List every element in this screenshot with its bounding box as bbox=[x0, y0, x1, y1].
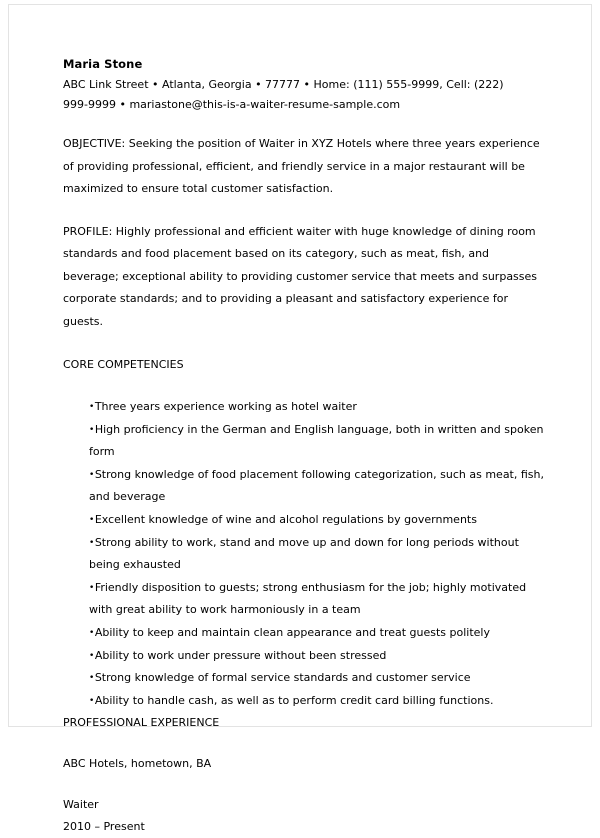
competency-item-label: Ability to handle cash, as well as to perform credit card billing functions. bbox=[94, 693, 494, 707]
bullet-icon: • bbox=[89, 402, 95, 412]
competency-item bbox=[89, 419, 551, 464]
spacer-objective bbox=[63, 114, 551, 133]
competency-item-label: Ability to work under pressure without been stressed bbox=[94, 648, 387, 662]
bullet-icon: • bbox=[89, 627, 95, 638]
core-competencies-heading: CORE COMPETENCIES bbox=[63, 358, 184, 371]
spacer-role bbox=[63, 775, 551, 794]
job-title: Waiter bbox=[63, 798, 99, 812]
competency-item bbox=[89, 577, 551, 622]
competency-item bbox=[89, 509, 551, 532]
employer-name: ABC Hotels, hometown, BA bbox=[63, 757, 212, 771]
spacer-core bbox=[63, 333, 551, 354]
competency-item bbox=[89, 532, 551, 577]
spacer-profile bbox=[63, 201, 551, 221]
competency-item bbox=[89, 622, 551, 645]
competency-item bbox=[89, 464, 551, 509]
bullet-icon: • bbox=[89, 514, 95, 525]
competency-item-label: Three years experience working as hotel waiter bbox=[94, 400, 357, 413]
bullet-icon: • bbox=[89, 537, 95, 548]
objective-section: OBJECTIVE: Seeking the position of Waiter in XYZ Hotels where three years experience of providing professional, efficient, and friendly service in a major restaurant will be maximized to ensure total customer satisfaction. bbox=[63, 137, 540, 195]
bullet-icon: • bbox=[89, 650, 95, 661]
bullet-icon: • bbox=[89, 424, 95, 435]
professional-experience-heading: PROFESSIONAL EXPERIENCE bbox=[63, 716, 220, 730]
competency-item-label: Ability to keep and maintain clean appearance and treat guests politely bbox=[94, 625, 491, 639]
applicant-name: Maria Stone bbox=[63, 57, 143, 71]
competency-item-label: Excellent knowledge of wine and alcohol regulations by governments bbox=[94, 512, 477, 526]
competency-item-label: Strong ability to work, stand and move up and down for long periods without being exhausted bbox=[89, 535, 519, 572]
employment-dates: 2010 – Present bbox=[63, 820, 145, 834]
competency-item bbox=[89, 667, 551, 690]
competency-item bbox=[89, 690, 551, 713]
competency-item-label: Friendly disposition to guests; strong enthusiasm for the job; highly motivated with great ability to work harmoniously in a team bbox=[89, 580, 527, 617]
core-competencies-list bbox=[63, 396, 551, 712]
competency-item-label: Strong knowledge of food placement following categorization, such as meat, fish, and beverage bbox=[89, 467, 544, 504]
contact-line: ABC Link Street • Atlanta, Georgia • 77777 • Home: (111) 555-9999, Cell: (222) 999-9999 • mariastone@this-is-a-waiter-resume-sample.com bbox=[63, 78, 504, 111]
spacer-employer bbox=[63, 734, 551, 753]
competency-item-label: Strong knowledge of formal service standards and customer service bbox=[94, 671, 471, 685]
competency-item-label: High proficiency in the German and English language, both in written and spoken form bbox=[89, 422, 544, 459]
competency-item bbox=[89, 396, 551, 419]
bullet-icon: • bbox=[89, 673, 95, 684]
competency-item bbox=[89, 645, 551, 668]
profile-section: PROFILE: Highly professional and efficient waiter with huge knowledge of dining room standards and food placement based on its category, such as meat, fish, and beverage; exceptional ability to providing customer service that meets and surpasses corporate standards; and to providing a pleasant and satisfactory experience for guests. bbox=[63, 224, 538, 328]
bullet-icon: • bbox=[89, 469, 95, 480]
resume-content bbox=[9, 5, 591, 838]
spacer-bullets bbox=[63, 376, 551, 396]
resume-page bbox=[8, 4, 592, 834]
bullet-icon: • bbox=[89, 582, 95, 593]
bullet-icon: • bbox=[89, 695, 95, 706]
